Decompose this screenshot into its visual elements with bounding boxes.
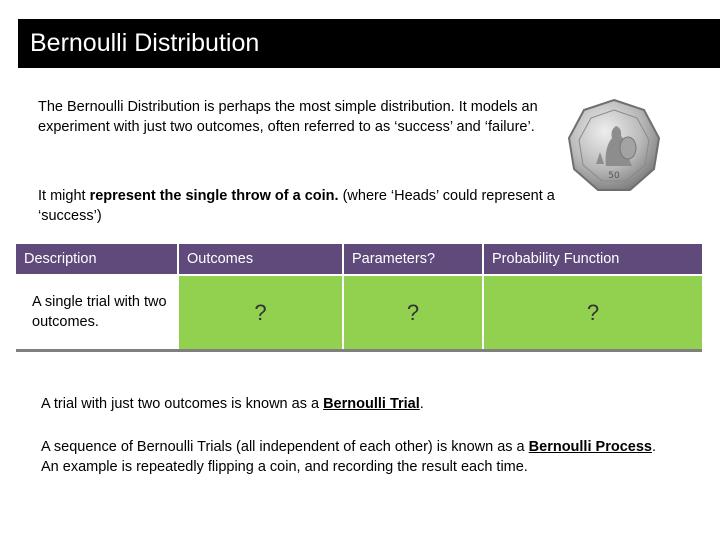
header-description: Description (16, 244, 178, 275)
trial-note-before: A trial with just two outcomes is known as a (41, 396, 324, 412)
example-emphasis: represent the single throw of a coin. (89, 188, 339, 204)
intro-paragraph: The Bernoulli Distribution is perhaps the most simple distribution. It models an experiment with just two outcomes, often referred to as ‘success’ and ‘failure’. (38, 99, 538, 135)
page-title: Bernoulli Distribution (30, 29, 260, 57)
cell-description: A single trial with two outcomes. (16, 275, 178, 351)
bernoulli-process-note (41, 438, 681, 477)
cell-parameters: ? (343, 275, 483, 351)
distribution-table (16, 244, 702, 352)
example-lead: It might (38, 188, 90, 204)
title-bar (18, 19, 720, 68)
example-rest: (where ‘Heads’ could represent a ‘success’) (38, 188, 555, 224)
process-note-before: A sequence of Bernoulli Trials (all independent of each other) is known as a (41, 439, 529, 455)
table-row (16, 275, 702, 351)
bernoulli-trial-note (41, 395, 424, 415)
bernoulli-trial-term: Bernoulli Trial (323, 396, 420, 412)
process-note-after: . (651, 439, 656, 455)
trial-note-after: . (419, 396, 424, 412)
example-paragraph (38, 187, 558, 226)
process-note-example: An example is repeatedly flipping a coin, and recording the result each time. (41, 458, 528, 475)
cell-outcomes: ? (178, 275, 343, 351)
bernoulli-process-term: Bernoulli Process (528, 439, 652, 455)
table-header-row (16, 244, 702, 275)
header-outcomes: Outcomes (178, 244, 343, 275)
cell-probability-function: ? (483, 275, 702, 351)
fifty-pence-coin-image (566, 96, 662, 196)
header-parameters: Parameters? (343, 244, 483, 275)
header-probability-function: Probability Function (483, 244, 702, 275)
coin-value-text: 50 (608, 171, 620, 181)
